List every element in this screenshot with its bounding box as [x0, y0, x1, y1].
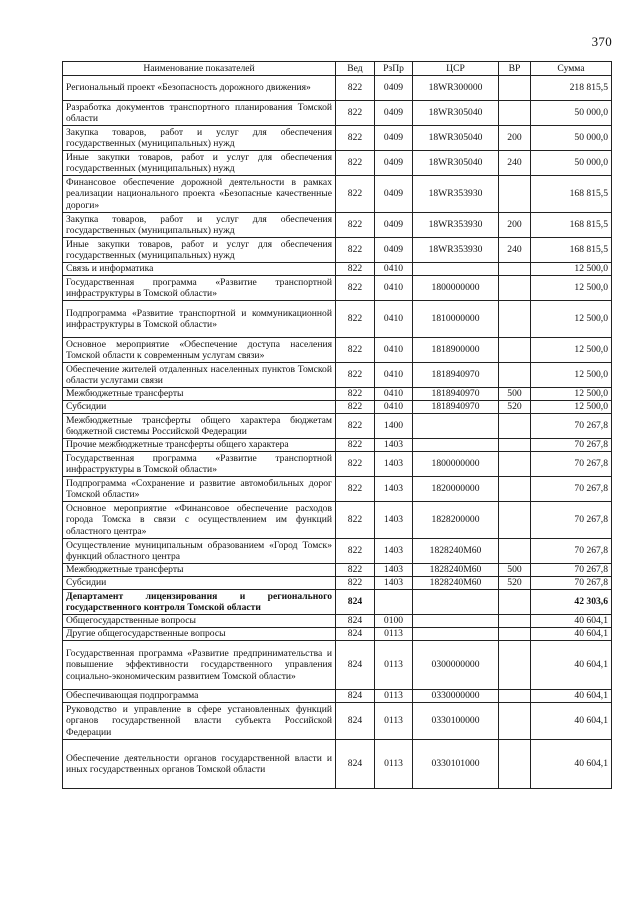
cell-name: Региональный проект «Безопасность дорожного движения» — [63, 76, 336, 101]
table-row — [63, 401, 612, 414]
cell-vr — [499, 452, 531, 477]
cell-sum: 50 000,0 — [531, 151, 612, 176]
header-csr: ЦСР — [413, 62, 499, 76]
cell-csr: 18WR353930 — [413, 213, 499, 238]
cell-rzpr — [375, 590, 413, 615]
header-rzpr: РзПр — [375, 62, 413, 76]
header-name: Наименование показателей — [63, 62, 336, 76]
table-body — [63, 76, 612, 789]
cell-vr — [499, 703, 531, 740]
cell-ved: 824 — [336, 703, 375, 740]
cell-rzpr: 0113 — [375, 703, 413, 740]
cell-csr — [413, 590, 499, 615]
cell-ved: 822 — [336, 388, 375, 401]
cell-ved: 822 — [336, 176, 375, 213]
cell-csr — [413, 414, 499, 439]
cell-name: Департамент лицензирования и регионального государственного контроля Томской области — [63, 590, 336, 615]
cell-name: Государственная программа «Развитие предпринимательства и повышение эффективности государственного управления социально-экономическим развитием Томской области» — [63, 641, 336, 690]
cell-vr: 200 — [499, 213, 531, 238]
cell-ved: 822 — [336, 363, 375, 388]
cell-name: Финансовое обеспечение дорожной деятельности в рамках реализации национального проекта «Безопасные качественные дороги» — [63, 176, 336, 213]
cell-sum: 40 604,1 — [531, 628, 612, 641]
cell-sum: 70 267,8 — [531, 439, 612, 452]
cell-rzpr: 0409 — [375, 176, 413, 213]
cell-csr: 0330101000 — [413, 740, 499, 789]
cell-sum: 70 267,8 — [531, 452, 612, 477]
cell-ved: 822 — [336, 101, 375, 126]
cell-ved: 824 — [336, 590, 375, 615]
header-vr: ВР — [499, 62, 531, 76]
table-row — [63, 615, 612, 628]
table-row — [63, 363, 612, 388]
cell-ved: 822 — [336, 439, 375, 452]
cell-vr — [499, 628, 531, 641]
cell-rzpr: 0409 — [375, 151, 413, 176]
cell-rzpr: 1403 — [375, 577, 413, 590]
cell-csr: 0300000000 — [413, 641, 499, 690]
table-row — [63, 301, 612, 338]
table-row — [63, 176, 612, 213]
cell-csr: 18WR300000 — [413, 76, 499, 101]
cell-vr — [499, 539, 531, 564]
cell-ved: 824 — [336, 641, 375, 690]
cell-sum: 12 500,0 — [531, 401, 612, 414]
cell-rzpr: 1400 — [375, 414, 413, 439]
cell-rzpr: 0410 — [375, 388, 413, 401]
cell-vr — [499, 414, 531, 439]
cell-rzpr: 0113 — [375, 628, 413, 641]
cell-ved: 824 — [336, 628, 375, 641]
table-row — [63, 388, 612, 401]
cell-csr: 1800000000 — [413, 276, 499, 301]
cell-rzpr: 0409 — [375, 238, 413, 263]
cell-vr — [499, 301, 531, 338]
cell-ved: 822 — [336, 502, 375, 539]
cell-rzpr: 1403 — [375, 539, 413, 564]
table-row — [63, 76, 612, 101]
table-row — [63, 151, 612, 176]
cell-name: Государственная программа «Развитие транспортной инфраструктуры в Томской области» — [63, 276, 336, 301]
cell-csr: 1828200000 — [413, 502, 499, 539]
cell-sum: 40 604,1 — [531, 641, 612, 690]
cell-ved: 822 — [336, 76, 375, 101]
table-row — [63, 338, 612, 363]
cell-vr: 520 — [499, 577, 531, 590]
cell-csr: 0330000000 — [413, 690, 499, 703]
cell-sum: 168 815,5 — [531, 213, 612, 238]
cell-vr — [499, 615, 531, 628]
header-ved: Вед — [336, 62, 375, 76]
cell-ved: 822 — [336, 263, 375, 276]
cell-name: Обеспечение деятельности органов государственной власти и иных государственных органов Томской области — [63, 740, 336, 789]
cell-sum: 218 815,5 — [531, 76, 612, 101]
cell-ved: 822 — [336, 477, 375, 502]
cell-csr: 1828240М60 — [413, 564, 499, 577]
cell-name: Обеспечивающая подпрограмма — [63, 690, 336, 703]
table-row — [63, 477, 612, 502]
cell-rzpr: 0100 — [375, 615, 413, 628]
cell-vr: 500 — [499, 564, 531, 577]
cell-ved: 822 — [336, 126, 375, 151]
cell-vr: 200 — [499, 126, 531, 151]
cell-sum: 12 500,0 — [531, 301, 612, 338]
cell-name: Иные закупки товаров, работ и услуг для обеспечения государственных (муниципальных) нужд — [63, 238, 336, 263]
cell-ved: 822 — [336, 452, 375, 477]
table-row — [63, 101, 612, 126]
cell-rzpr: 0113 — [375, 641, 413, 690]
cell-sum: 168 815,5 — [531, 238, 612, 263]
table-row — [63, 703, 612, 740]
header-sum: Сумма — [531, 62, 612, 76]
cell-vr: 500 — [499, 388, 531, 401]
table-row — [63, 238, 612, 263]
cell-rzpr: 0113 — [375, 690, 413, 703]
cell-vr — [499, 101, 531, 126]
cell-ved: 822 — [336, 213, 375, 238]
cell-name: Разработка документов транспортного планирования Томской области — [63, 101, 336, 126]
table-row — [63, 577, 612, 590]
cell-ved: 822 — [336, 151, 375, 176]
cell-name: Межбюджетные трансферты общего характера бюджетам бюджетной системы Российской Федерации — [63, 414, 336, 439]
cell-name: Закупка товаров, работ и услуг для обеспечения государственных (муниципальных) нужд — [63, 213, 336, 238]
cell-ved: 822 — [336, 238, 375, 263]
cell-name: Основное мероприятие «Финансовое обеспечение расходов города Томска в связи с осуществлением им функций областного центра» — [63, 502, 336, 539]
cell-sum: 40 604,1 — [531, 740, 612, 789]
cell-sum: 40 604,1 — [531, 690, 612, 703]
cell-vr — [499, 641, 531, 690]
table-row — [63, 740, 612, 789]
cell-ved: 822 — [336, 539, 375, 564]
cell-csr: 18WR353930 — [413, 176, 499, 213]
table-row — [63, 628, 612, 641]
table-row — [63, 263, 612, 276]
cell-csr: 1800000000 — [413, 452, 499, 477]
cell-name: Межбюджетные трансферты — [63, 388, 336, 401]
cell-ved: 822 — [336, 414, 375, 439]
cell-ved: 822 — [336, 401, 375, 414]
cell-vr — [499, 590, 531, 615]
cell-csr: 0330100000 — [413, 703, 499, 740]
cell-csr: 1828240М60 — [413, 577, 499, 590]
cell-name: Государственная программа «Развитие транспортной инфраструктуры в Томской области» — [63, 452, 336, 477]
cell-name: Обеспечение жителей отдаленных населенных пунктов Томской области услугами связи — [63, 363, 336, 388]
cell-rzpr: 0409 — [375, 213, 413, 238]
cell-rzpr: 0410 — [375, 263, 413, 276]
cell-vr — [499, 363, 531, 388]
cell-sum: 70 267,8 — [531, 477, 612, 502]
cell-name: Субсидии — [63, 401, 336, 414]
table-row — [63, 690, 612, 703]
cell-ved: 822 — [336, 338, 375, 363]
cell-csr: 18WR353930 — [413, 238, 499, 263]
cell-name: Иные закупки товаров, работ и услуг для обеспечения государственных (муниципальных) нужд — [63, 151, 336, 176]
cell-name: Другие общегосударственные вопросы — [63, 628, 336, 641]
cell-csr: 1818940970 — [413, 363, 499, 388]
cell-name: Связь и информатика — [63, 263, 336, 276]
cell-csr: 1828240М60 — [413, 539, 499, 564]
cell-vr: 240 — [499, 151, 531, 176]
table-row — [63, 590, 612, 615]
cell-vr — [499, 477, 531, 502]
cell-rzpr: 0410 — [375, 276, 413, 301]
cell-rzpr: 0410 — [375, 338, 413, 363]
cell-rzpr: 1403 — [375, 452, 413, 477]
table-row — [63, 439, 612, 452]
cell-name: Общегосударственные вопросы — [63, 615, 336, 628]
cell-csr: 18WR305040 — [413, 151, 499, 176]
cell-csr — [413, 628, 499, 641]
cell-sum: 42 303,6 — [531, 590, 612, 615]
cell-sum: 12 500,0 — [531, 338, 612, 363]
cell-csr: 1810000000 — [413, 301, 499, 338]
cell-name: Подпрограмма «Сохранение и развитие автомобильных дорог Томской области» — [63, 477, 336, 502]
cell-name: Межбюджетные трансферты — [63, 564, 336, 577]
cell-vr — [499, 338, 531, 363]
cell-name: Субсидии — [63, 577, 336, 590]
cell-rzpr: 1403 — [375, 502, 413, 539]
cell-csr — [413, 615, 499, 628]
cell-vr: 240 — [499, 238, 531, 263]
cell-name: Осуществление муниципальным образованием «Город Томск» функций областного центра — [63, 539, 336, 564]
cell-csr: 18WR305040 — [413, 126, 499, 151]
cell-rzpr: 0409 — [375, 101, 413, 126]
cell-vr: 520 — [499, 401, 531, 414]
cell-vr — [499, 502, 531, 539]
cell-vr — [499, 690, 531, 703]
cell-vr — [499, 740, 531, 789]
table-row — [63, 641, 612, 690]
cell-sum: 12 500,0 — [531, 363, 612, 388]
cell-sum: 40 604,1 — [531, 615, 612, 628]
cell-rzpr: 0410 — [375, 301, 413, 338]
cell-ved: 822 — [336, 577, 375, 590]
cell-sum: 50 000,0 — [531, 101, 612, 126]
cell-csr: 1820000000 — [413, 477, 499, 502]
cell-vr — [499, 276, 531, 301]
cell-csr: 1818940970 — [413, 401, 499, 414]
table-row — [63, 126, 612, 151]
cell-vr — [499, 176, 531, 213]
cell-rzpr: 0113 — [375, 740, 413, 789]
cell-csr — [413, 439, 499, 452]
cell-vr — [499, 76, 531, 101]
cell-sum: 70 267,8 — [531, 414, 612, 439]
cell-rzpr: 0409 — [375, 126, 413, 151]
cell-name: Подпрограмма «Развитие транспортной и коммуникационной инфраструктуры в Томской области» — [63, 301, 336, 338]
cell-ved: 822 — [336, 301, 375, 338]
cell-csr: 1818900000 — [413, 338, 499, 363]
table-header-row — [63, 62, 612, 76]
cell-vr — [499, 263, 531, 276]
table-row — [63, 213, 612, 238]
cell-sum: 12 500,0 — [531, 276, 612, 301]
cell-sum: 12 500,0 — [531, 388, 612, 401]
cell-name: Закупка товаров, работ и услуг для обеспечения государственных (муниципальных) нужд — [63, 126, 336, 151]
cell-rzpr: 1403 — [375, 439, 413, 452]
cell-ved: 824 — [336, 740, 375, 789]
cell-sum: 40 604,1 — [531, 703, 612, 740]
cell-ved: 822 — [336, 564, 375, 577]
table-row — [63, 276, 612, 301]
cell-csr — [413, 263, 499, 276]
budget-table — [62, 61, 612, 789]
cell-sum: 168 815,5 — [531, 176, 612, 213]
cell-csr: 18WR305040 — [413, 101, 499, 126]
cell-sum: 70 267,8 — [531, 539, 612, 564]
cell-name: Основное мероприятие «Обеспечение доступа населения Томской области к современным услугам связи» — [63, 338, 336, 363]
cell-rzpr: 0410 — [375, 363, 413, 388]
cell-name: Руководство и управление в сфере установленных функций органов государственной власти субъекта Российской Федерации — [63, 703, 336, 740]
page-number: 370 — [591, 34, 612, 49]
cell-rzpr: 1403 — [375, 564, 413, 577]
cell-rzpr: 0409 — [375, 76, 413, 101]
cell-sum: 70 267,8 — [531, 564, 612, 577]
cell-sum: 50 000,0 — [531, 126, 612, 151]
cell-sum: 70 267,8 — [531, 502, 612, 539]
cell-ved: 824 — [336, 615, 375, 628]
table-row — [63, 564, 612, 577]
cell-ved: 822 — [336, 276, 375, 301]
cell-name: Прочие межбюджетные трансферты общего характера — [63, 439, 336, 452]
cell-vr — [499, 439, 531, 452]
table-row — [63, 502, 612, 539]
cell-sum: 12 500,0 — [531, 263, 612, 276]
cell-csr: 1818940970 — [413, 388, 499, 401]
cell-rzpr: 1403 — [375, 477, 413, 502]
cell-ved: 824 — [336, 690, 375, 703]
cell-sum: 70 267,8 — [531, 577, 612, 590]
table-row — [63, 452, 612, 477]
table-row — [63, 414, 612, 439]
cell-rzpr: 0410 — [375, 401, 413, 414]
table-row — [63, 539, 612, 564]
